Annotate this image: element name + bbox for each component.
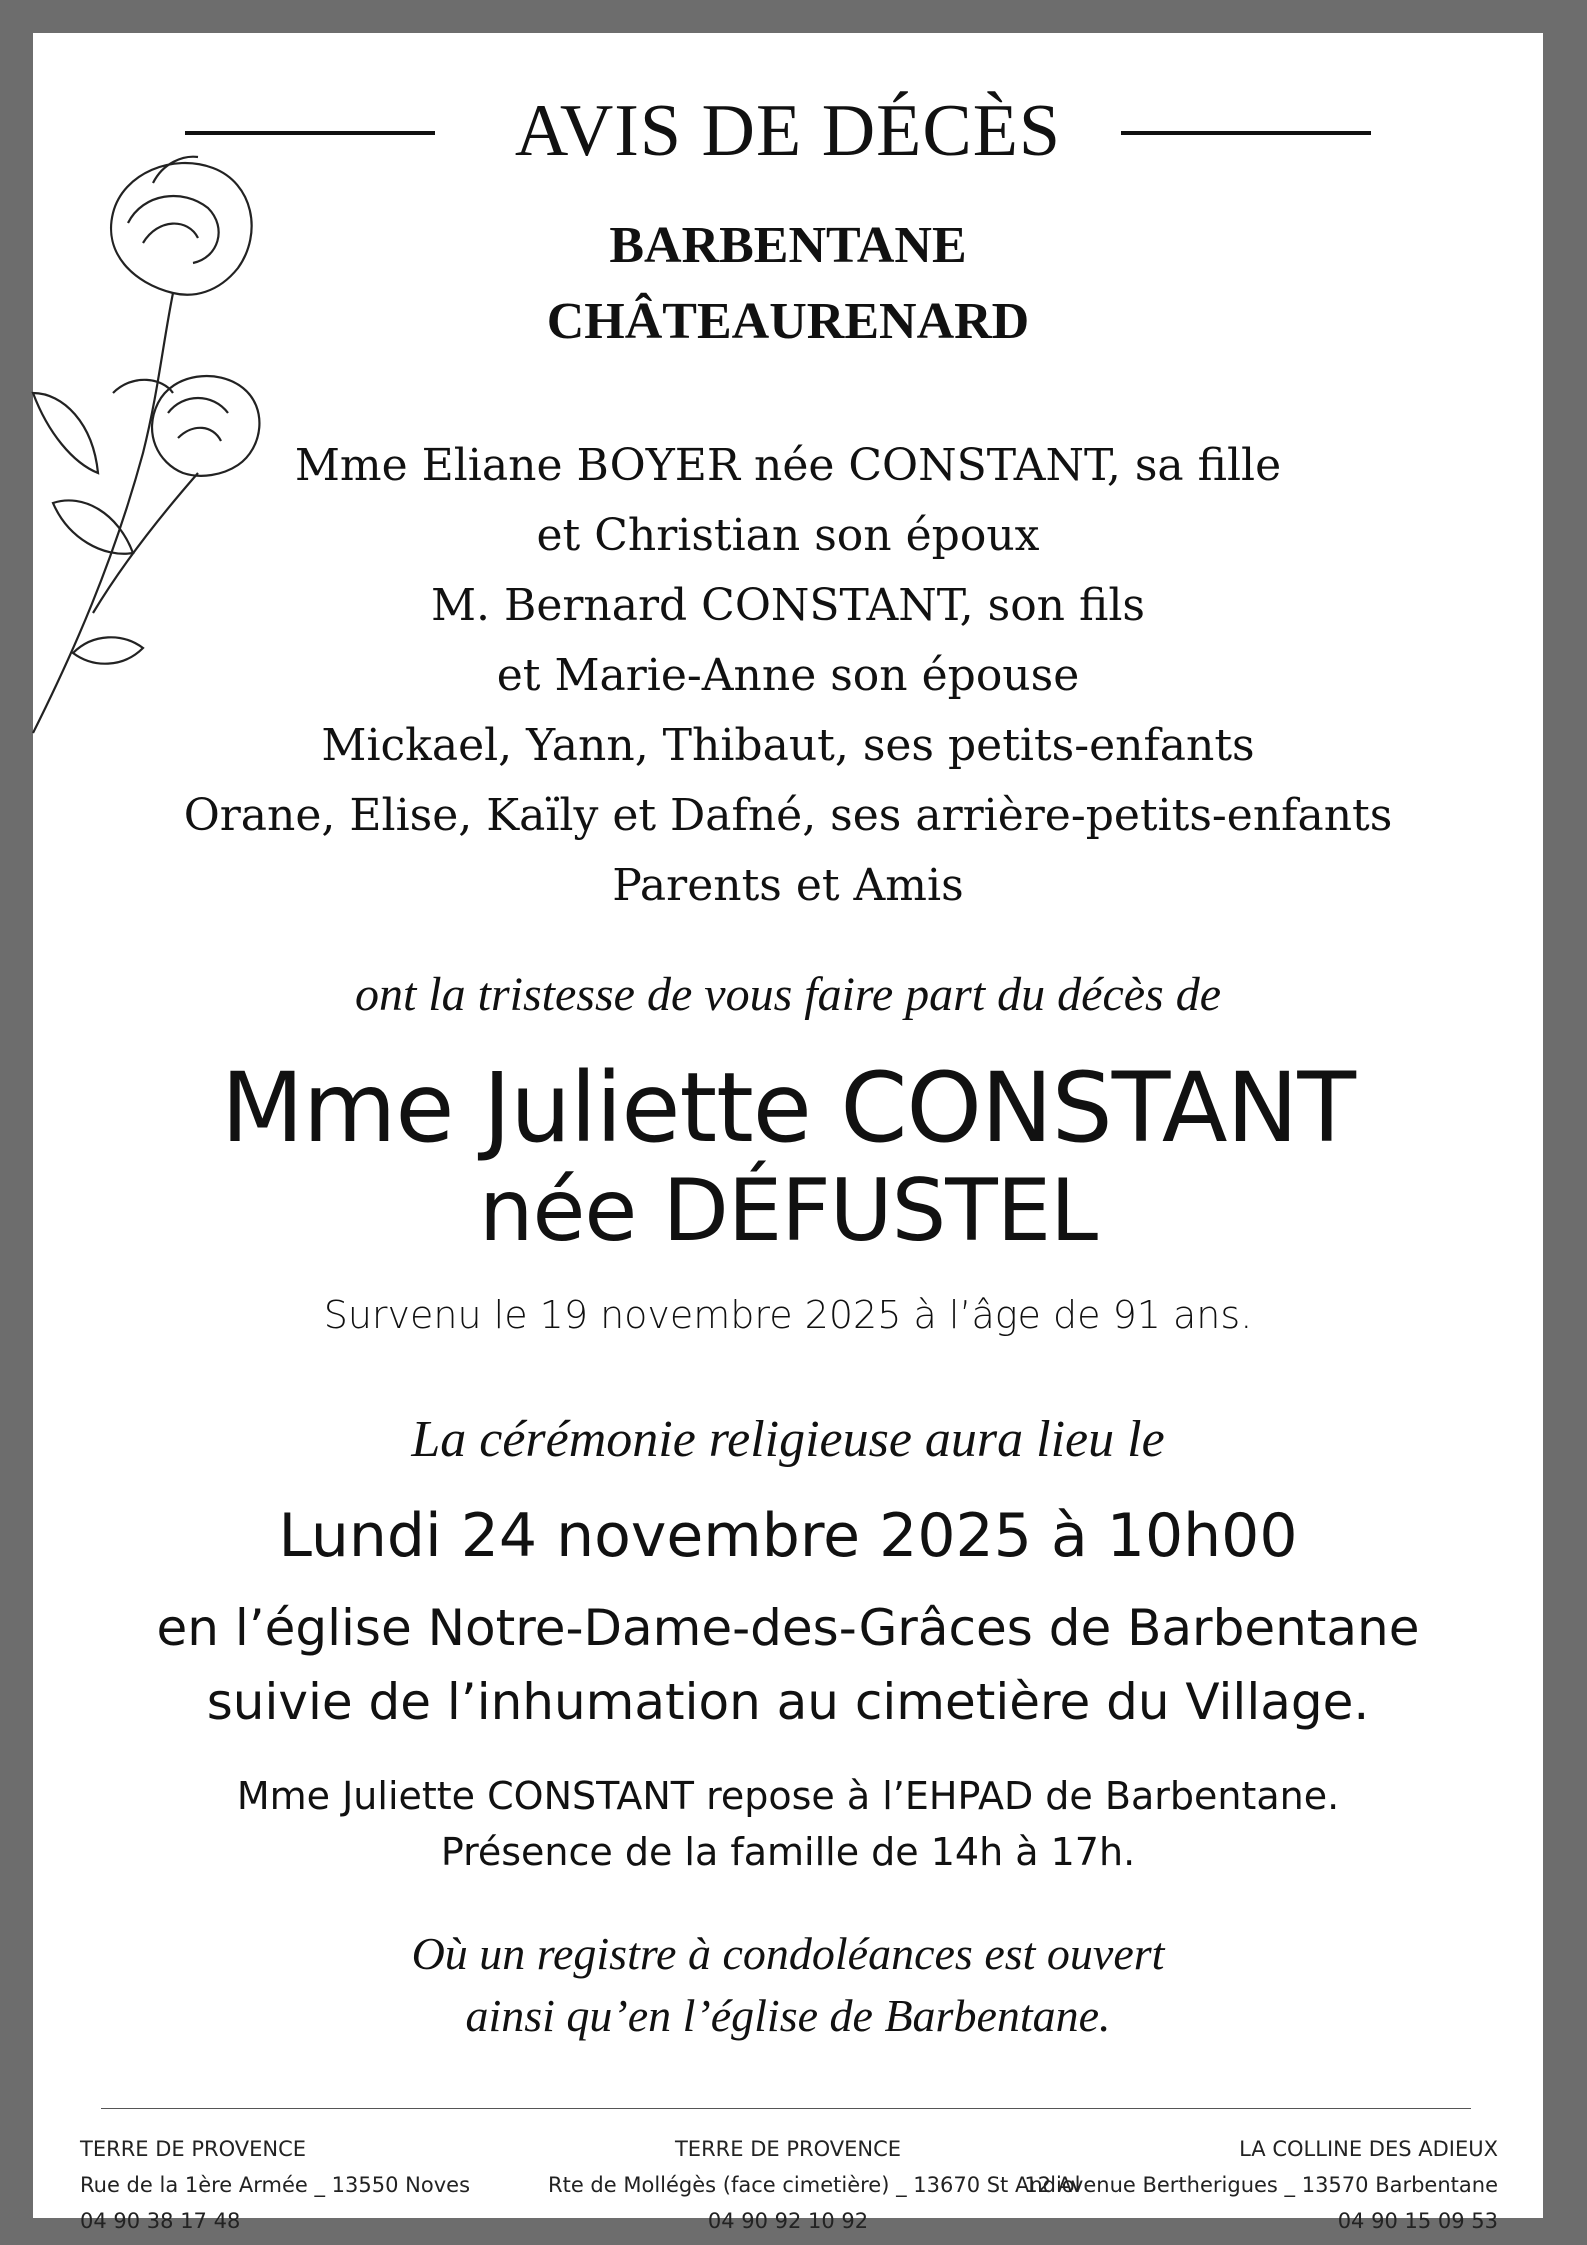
notice-title: AVIS DE DÉCÈS [514,90,1062,172]
agency-address: Rte de Mollégès (face cimetière) _ 13670 St Andiol [548,2173,1081,2197]
deceased-name: Mme Juliette CONSTANT [221,1052,1355,1164]
title-rule-right [1121,131,1371,135]
place-names [33,208,1543,360]
registry-line: ainsi qu’en l’église de Barbentane. [465,1990,1111,2041]
footer-divider [101,2108,1471,2109]
agency-name: TERRE DE PROVENCE [674,2137,902,2161]
footer-agency-barbentane [1018,2131,1498,2239]
place-chateaurenard: CHÂTEAURENARD [546,293,1030,350]
title-row [33,91,1543,171]
ceremony-place-line: suivie de l’inhumation au cimetière du Village. [206,1673,1370,1731]
repose-line: Présence de la famille de 14h à 17h. [440,1830,1136,1874]
agency-address: 12 Avenue Bertherigues _ 13570 Barbentane [1024,2173,1498,2197]
family-line: et Marie-Anne son épouse [496,650,1080,701]
place-barbentane: BARBENTANE [609,217,967,274]
announcement-intro: ont la tristesse de vous faire part du décès de [354,968,1222,1021]
ceremony-place [33,1591,1543,1739]
footer-agency-noves [80,2131,560,2239]
ceremony-place-line: en l’église Notre-Dame-des-Grâces de Barbentane [156,1599,1420,1657]
repose-line: Mme Juliette CONSTANT repose à l’EHPAD de Barbentane. [236,1774,1340,1818]
funeral-notice [33,33,1543,2233]
death-date-age: Survenu le 19 novembre 2025 à l’âge de 91 ans. [323,1293,1253,1337]
agency-name: LA COLLINE DES ADIEUX [1239,2137,1498,2161]
repose-info [33,1768,1543,1880]
family-line: Mickael, Yann, Thibaut, ses petits-enfants [321,720,1255,771]
registry-line: Où un registre à condoléances est ouvert [411,1928,1165,1979]
family-line: Parents et Amis [612,860,964,911]
agency-name: TERRE DE PROVENCE [80,2137,307,2161]
family-line: M. Bernard CONSTANT, son fils [430,580,1146,631]
ceremony-date: Lundi 24 novembre 2025 à 10h00 [278,1501,1298,1571]
ceremony-intro: La cérémonie religieuse aura lieu le [411,1411,1165,1468]
family-line: Mme Eliane BOYER née CONSTANT, sa fille [294,440,1282,491]
agency-phone: 04 90 38 17 48 [80,2209,241,2233]
agency-address: Rue de la 1ère Armée _ 13550 Noves [80,2173,471,2197]
agency-phone: 04 90 92 10 92 [707,2209,869,2233]
deceased-maiden-name: née DÉFUSTEL [478,1161,1097,1261]
footer-agency-st-andiol [548,2131,1081,2239]
family-list [33,431,1543,921]
condolence-registry [33,1923,1543,2047]
family-line: et Christian son époux [536,510,1040,561]
agency-phone: 04 90 15 09 53 [1337,2209,1498,2233]
family-line: Orane, Elise, Kaïly et Dafné, ses arrière-petits-enfants [183,790,1393,841]
